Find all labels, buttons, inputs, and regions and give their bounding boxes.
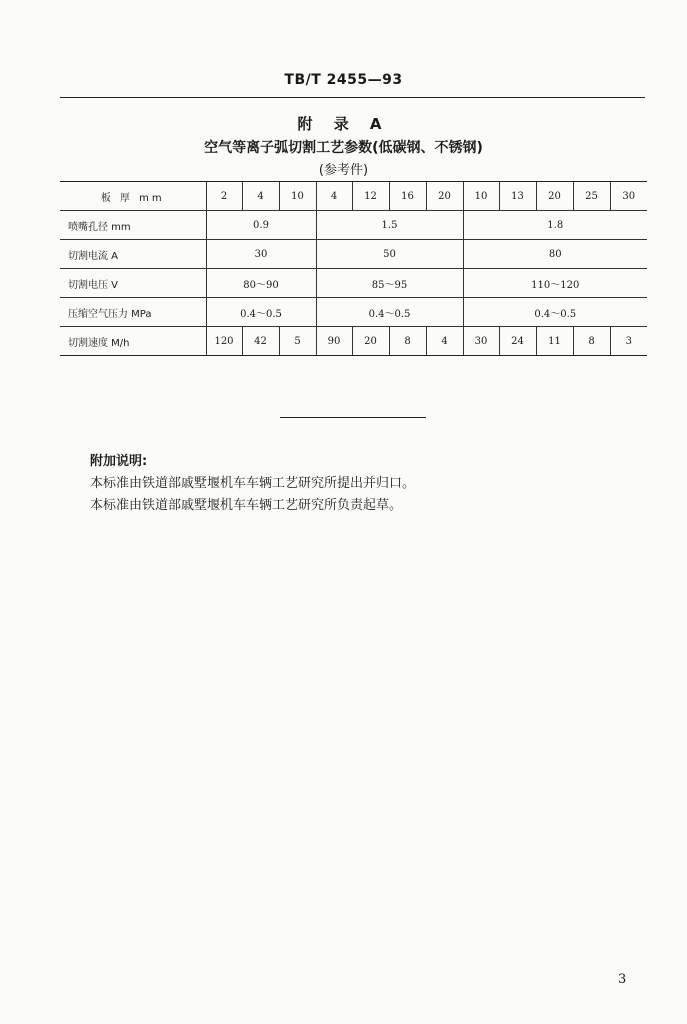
- cutting-speed-row: [60, 327, 647, 356]
- speed-cell: 120: [206, 327, 242, 356]
- group-value: 0.4～0.5: [463, 298, 647, 327]
- page-number: 3: [618, 972, 627, 987]
- thickness-cell: 2: [206, 182, 242, 211]
- speed-cell: 8: [573, 327, 610, 356]
- speed-cell: 90: [316, 327, 352, 356]
- group-value: 30: [206, 240, 316, 269]
- cutting-voltage-row: [60, 269, 647, 298]
- appendix-subtitle: (参考件): [318, 163, 369, 178]
- additional-notes: [90, 451, 650, 517]
- notes-heading: 附加说明:: [90, 454, 148, 469]
- row-label: 喷嘴孔径 mm: [60, 211, 206, 240]
- thickness-row: [60, 182, 647, 211]
- cutting-parameters-table: [60, 181, 647, 356]
- group-value: 110～120: [463, 269, 647, 298]
- speed-cell: 24: [499, 327, 536, 356]
- thickness-cell: 13: [499, 182, 536, 211]
- thickness-cell: 4: [316, 182, 352, 211]
- standard-code: TB/T 2455—93: [284, 72, 403, 88]
- group-value: 0.9: [206, 211, 316, 240]
- thickness-cell: 30: [610, 182, 647, 211]
- speed-cell: 11: [536, 327, 573, 356]
- speed-cell: 42: [242, 327, 279, 356]
- thickness-cell: 4: [242, 182, 279, 211]
- row-label: 切割电压 V: [60, 269, 206, 298]
- header-rule: [60, 97, 645, 98]
- notes-line: 本标准由铁道部戚墅堰机车车辆工艺研究所提出并归口。: [90, 476, 416, 491]
- speed-cell: 30: [463, 327, 499, 356]
- group-value: 50: [316, 240, 463, 269]
- cutting-current-row: [60, 240, 647, 269]
- thickness-cell: 12: [352, 182, 389, 211]
- thickness-cell: 20: [536, 182, 573, 211]
- group-value: 85～95: [316, 269, 463, 298]
- row-label: 切割电流 A: [60, 240, 206, 269]
- group-value: 0.4～0.5: [316, 298, 463, 327]
- speed-cell: 20: [352, 327, 389, 356]
- group-value: 1.8: [463, 211, 647, 240]
- speed-cell: 3: [610, 327, 647, 356]
- speed-cell: 4: [426, 327, 463, 356]
- notes-line: 本标准由铁道部戚墅堰机车车辆工艺研究所负责起草。: [90, 498, 403, 513]
- nozzle-diameter-row: [60, 211, 647, 240]
- air-pressure-row: [60, 298, 647, 327]
- section-divider: [280, 417, 426, 418]
- thickness-cell: 20: [426, 182, 463, 211]
- group-value: 1.5: [316, 211, 463, 240]
- group-value: 80～90: [206, 269, 316, 298]
- thickness-cell: 16: [389, 182, 426, 211]
- speed-cell: 8: [389, 327, 426, 356]
- appendix-title: 空气等离子弧切割工艺参数(低碳钢、不锈钢): [204, 140, 483, 156]
- thickness-cell: 10: [279, 182, 316, 211]
- thickness-cell: 10: [463, 182, 499, 211]
- appendix-label: 附 录 A: [297, 115, 390, 133]
- group-value: 80: [463, 240, 647, 269]
- row-label: 压缩空气压力 MPa: [60, 298, 206, 327]
- thickness-header: 板 厚 mm: [60, 182, 206, 211]
- group-value: 0.4～0.5: [206, 298, 316, 327]
- speed-cell: 5: [279, 327, 316, 356]
- row-label: 切割速度 M/h: [60, 327, 206, 356]
- thickness-cell: 25: [573, 182, 610, 211]
